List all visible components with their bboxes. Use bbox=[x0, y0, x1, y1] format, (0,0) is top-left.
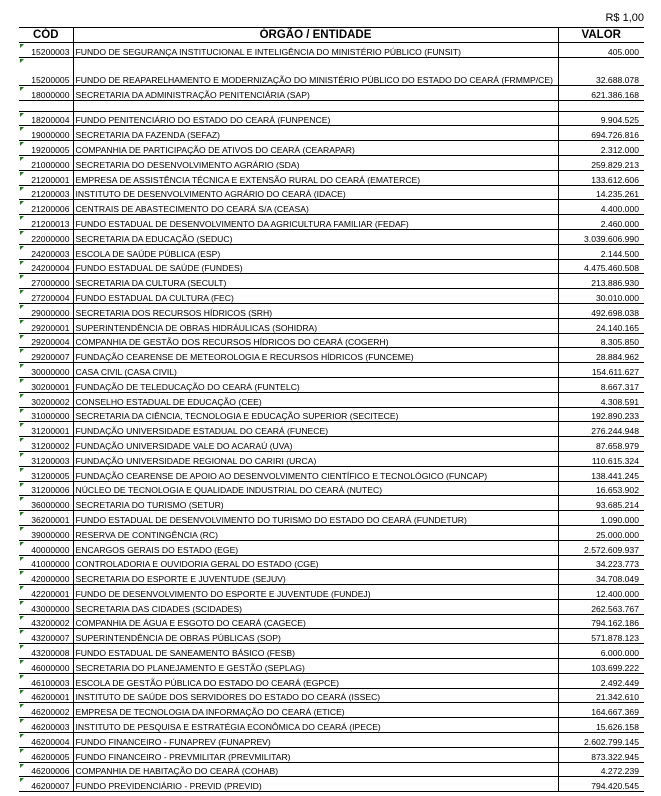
row-value: 32.688.078 bbox=[558, 57, 644, 85]
row-value: 2.144.500 bbox=[558, 244, 644, 259]
table-row bbox=[19, 437, 644, 452]
row-entity-name: FUNDO ESTADUAL DE SAÚDE (FUNDES) bbox=[73, 259, 558, 274]
row-entity-name: COMPANHIA DE PARTICIPAÇÃO DE ATIVOS DO CEARÁ (CEARAPAR) bbox=[73, 141, 558, 156]
table-row bbox=[19, 57, 644, 85]
row-value: 87.658.979 bbox=[558, 437, 644, 452]
row-value: 93.685.214 bbox=[558, 496, 644, 511]
row-code: 40000000 bbox=[19, 540, 73, 555]
row-code: 46200004 bbox=[19, 733, 73, 748]
row-value: 259.829.213 bbox=[558, 155, 644, 170]
table-row bbox=[19, 392, 644, 407]
row-entity-name: INSTITUTO DE SAÚDE DOS SERVIDORES DO ESTADO DO CEARÁ (ISSEC) bbox=[73, 688, 558, 703]
table-row bbox=[19, 718, 644, 733]
row-entity-name: FUNDAÇÃO CEARENSE DE APOIO AO DESENVOLVIMENTO CIENTÍFICO E TECNOLÓGICO (FUNCAP) bbox=[73, 466, 558, 481]
row-code: 46200005 bbox=[19, 747, 73, 762]
row-value: 8.667.317 bbox=[558, 377, 644, 392]
table-row bbox=[19, 629, 644, 644]
row-entity-name: SECRETARIA DAS CIDADES (SCIDADES) bbox=[73, 599, 558, 614]
row-value: 4.400.000 bbox=[558, 200, 644, 215]
row-entity-name: FUNDO PREVIDENCIÁRIO - PREVID (PREVID) bbox=[73, 777, 558, 792]
row-entity-name: COMPANHIA DE HABITAÇÃO DO CEARÁ (COHAB) bbox=[73, 762, 558, 777]
row-entity-name: EMPRESA DE TECNOLOGIA DA INFORMAÇÃO DO CEARÁ (ETICE) bbox=[73, 703, 558, 718]
table-row bbox=[19, 747, 644, 762]
header-valor: VALOR bbox=[558, 28, 644, 43]
row-value: 6.000.000 bbox=[558, 644, 644, 659]
row-entity-name: INSTITUTO DE DESENVOLVIMENTO AGRÁRIO DO CEARÁ (IDACE) bbox=[73, 185, 558, 200]
row-entity-name: FUNDO ESTADUAL DE DESENVOLVIMENTO DA AGRICULTURA FAMILIAR (FEDAF) bbox=[73, 215, 558, 230]
row-code: 42200001 bbox=[19, 585, 73, 600]
row-value: 794.420.545 bbox=[558, 777, 644, 792]
row-value: 12.400.000 bbox=[558, 585, 644, 600]
header-orgao: ÓRGÃO / ENTIDADE bbox=[73, 28, 558, 43]
row-code: 22000000 bbox=[19, 229, 73, 244]
table-row bbox=[19, 141, 644, 156]
table-row bbox=[19, 289, 644, 304]
row-code: 29200007 bbox=[19, 348, 73, 363]
row-code: 43000000 bbox=[19, 599, 73, 614]
row-value: 2.460.000 bbox=[558, 215, 644, 230]
row-entity-name: SUPERINTENDÊNCIA DE OBRAS HIDRÁULICAS (SOHIDRA) bbox=[73, 318, 558, 333]
row-value: 34.708.049 bbox=[558, 570, 644, 585]
table-row bbox=[19, 570, 644, 585]
table-row bbox=[19, 555, 644, 570]
row-value: 4.475.460.508 bbox=[558, 259, 644, 274]
row-entity-name: FUNDAÇÃO CEARENSE DE METEOROLOGIA E RECURSOS HÍDRICOS (FUNCEME) bbox=[73, 348, 558, 363]
row-value: 103.699.222 bbox=[558, 659, 644, 674]
row-value: 2.602.799.145 bbox=[558, 733, 644, 748]
table-row bbox=[19, 599, 644, 614]
row-code: 21200013 bbox=[19, 215, 73, 230]
row-code: 30200002 bbox=[19, 392, 73, 407]
row-code: 31200006 bbox=[19, 481, 73, 496]
row-code: 46200007 bbox=[19, 777, 73, 792]
table-row bbox=[19, 170, 644, 185]
row-code: 29000000 bbox=[19, 303, 73, 318]
row-value: 2.312.000 bbox=[558, 141, 644, 156]
table-row bbox=[19, 703, 644, 718]
table-row bbox=[19, 363, 644, 378]
table-row bbox=[19, 348, 644, 363]
row-entity-name: SECRETARIA DA ADMINISTRAÇÃO PENITENCIÁRIA (SAP) bbox=[73, 85, 558, 100]
row-code: 46200001 bbox=[19, 688, 73, 703]
row-entity-name: SECRETARIA DO PLANEJAMENTO E GESTÃO (SEPLAG) bbox=[73, 659, 558, 674]
row-value: 405.000 bbox=[558, 43, 644, 58]
table-row bbox=[19, 259, 644, 274]
row-entity-name: FUNDO DE SEGURANÇA INSTITUCIONAL E INTELIGÊNCIA DO MINISTÉRIO PÚBLICO (FUNSIT) bbox=[73, 43, 558, 58]
table-row bbox=[19, 333, 644, 348]
row-code: 46200002 bbox=[19, 703, 73, 718]
row-code: 24200003 bbox=[19, 244, 73, 259]
table-row bbox=[19, 185, 644, 200]
row-entity-name: ESCOLA DE GESTÃO PÚBLICA DO ESTADO DO CEARÁ (EGPCE) bbox=[73, 673, 558, 688]
table-row bbox=[19, 496, 644, 511]
row-code: 19200005 bbox=[19, 141, 73, 156]
row-entity-name: CONTROLADORIA E OUVIDORIA GERAL DO ESTADO (CGE) bbox=[73, 555, 558, 570]
row-code: 21200001 bbox=[19, 170, 73, 185]
row-code: 30000000 bbox=[19, 363, 73, 378]
row-value: 8.305.850 bbox=[558, 333, 644, 348]
row-entity-name: SECRETARIA DA FAZENDA (SEFAZ) bbox=[73, 126, 558, 141]
row-entity-name: FUNDO DE REAPARELHAMENTO E MODERNIZAÇÃO DO MINISTÉRIO PÚBLICO DO ESTADO DO CEARÁ (FRMMP/CE) bbox=[73, 57, 558, 85]
row-value: 28.884.962 bbox=[558, 348, 644, 363]
row-entity-name: SECRETARIA DOS RECURSOS HÍDRICOS (SRH) bbox=[73, 303, 558, 318]
row-entity-name: SECRETARIA DA CIÊNCIA, TECNOLOGIA E EDUCAÇÃO SUPERIOR (SECITECE) bbox=[73, 407, 558, 422]
row-code: 21200003 bbox=[19, 185, 73, 200]
row-entity-name: CASA CIVIL (CASA CIVIL) bbox=[73, 363, 558, 378]
row-entity-name: CONSELHO ESTADUAL DE EDUCAÇÃO (CEE) bbox=[73, 392, 558, 407]
table-row bbox=[19, 43, 644, 58]
row-entity-name: FUNDAÇÃO UNIVERSIDADE ESTADUAL DO CEARÁ (FUNECE) bbox=[73, 422, 558, 437]
row-value: 15.626.158 bbox=[558, 718, 644, 733]
row-entity-name: SUPERINTENDÊNCIA DE OBRAS PÚBLICAS (SOP) bbox=[73, 629, 558, 644]
row-entity-name: SECRETARIA DA EDUCAÇÃO (SEDUC) bbox=[73, 229, 558, 244]
row-code: 27200004 bbox=[19, 289, 73, 304]
table-row bbox=[19, 762, 644, 777]
row-code: 46200003 bbox=[19, 718, 73, 733]
row-entity-name: FUNDO DE DESENVOLVIMENTO DO ESPORTE E JUVENTUDE (FUNDEJ) bbox=[73, 585, 558, 600]
row-code: 31000000 bbox=[19, 407, 73, 422]
table-row bbox=[19, 155, 644, 170]
table-row bbox=[19, 111, 644, 126]
row-value: 3.039.606.990 bbox=[558, 229, 644, 244]
row-entity-name: FUNDO ESTADUAL DE DESENVOLVIMENTO DO TURISMO DO ESTADO DO CEARÁ (FUNDETUR) bbox=[73, 511, 558, 526]
row-value: 9.904.525 bbox=[558, 111, 644, 126]
table-row bbox=[19, 244, 644, 259]
row-code: 15200003 bbox=[19, 43, 73, 58]
row-entity-name: FUNDO PENITENCIÁRIO DO ESTADO DO CEARÁ (FUNPENCE) bbox=[73, 111, 558, 126]
row-entity-name: INSTITUTO DE PESQUISA E ESTRATÉGIA ECONÔMICA DO CEARÁ (IPECE) bbox=[73, 718, 558, 733]
table-row bbox=[19, 422, 644, 437]
row-value: 21.342.610 bbox=[558, 688, 644, 703]
row-code: 31200002 bbox=[19, 437, 73, 452]
row-entity-name: RESERVA DE CONTINGÊNCIA (RC) bbox=[73, 525, 558, 540]
row-code: 31200003 bbox=[19, 451, 73, 466]
currency-unit-label: R$ 1,00 bbox=[605, 12, 644, 24]
row-value: 213.886.930 bbox=[558, 274, 644, 289]
row-value: 25.000.000 bbox=[558, 525, 644, 540]
table-row bbox=[19, 303, 644, 318]
row-code: 19000000 bbox=[19, 126, 73, 141]
row-entity-name: FUNDO ESTADUAL DA CULTURA (FEC) bbox=[73, 289, 558, 304]
row-value: 262.563.767 bbox=[558, 599, 644, 614]
table-row bbox=[19, 466, 644, 481]
row-entity-name: FUNDAÇÃO UNIVERSIDADE VALE DO ACARAÚ (UVA) bbox=[73, 437, 558, 452]
table-row bbox=[19, 126, 644, 141]
row-entity-name: SECRETARIA DO TURISMO (SETUR) bbox=[73, 496, 558, 511]
table-row bbox=[19, 540, 644, 555]
row-entity-name: SECRETARIA DO ESPORTE E JUVENTUDE (SEJUV) bbox=[73, 570, 558, 585]
spacer-row bbox=[19, 100, 644, 111]
row-value: 4.272.239 bbox=[558, 762, 644, 777]
row-code: 15200005 bbox=[19, 57, 73, 85]
table-row bbox=[19, 229, 644, 244]
row-entity-name: COMPANHIA DE ÁGUA E ESGOTO DO CEARÁ (CAGECE) bbox=[73, 614, 558, 629]
row-value: 192.890.233 bbox=[558, 407, 644, 422]
spacer-cell bbox=[73, 100, 558, 111]
row-value: 16.653.902 bbox=[558, 481, 644, 496]
row-value: 492.698.038 bbox=[558, 303, 644, 318]
table-row bbox=[19, 407, 644, 422]
row-code: 46000000 bbox=[19, 659, 73, 674]
row-code: 39000000 bbox=[19, 525, 73, 540]
row-code: 41000000 bbox=[19, 555, 73, 570]
table-row bbox=[19, 688, 644, 703]
spacer-cell bbox=[19, 100, 73, 111]
row-value: 794.162.186 bbox=[558, 614, 644, 629]
table-row bbox=[19, 274, 644, 289]
row-value: 164.667.369 bbox=[558, 703, 644, 718]
table-row bbox=[19, 318, 644, 333]
row-value: 14.235.261 bbox=[558, 185, 644, 200]
table-row bbox=[19, 511, 644, 526]
row-value: 34.223.773 bbox=[558, 555, 644, 570]
row-code: 43200008 bbox=[19, 644, 73, 659]
row-entity-name: CENTRAIS DE ABASTECIMENTO DO CEARÁ S/A (CEASA) bbox=[73, 200, 558, 215]
row-entity-name: COMPANHIA DE GESTÃO DOS RECURSOS HÍDRICOS DO CEARÁ (COGERH) bbox=[73, 333, 558, 348]
row-entity-name: FUNDO FINANCEIRO - FUNAPREV (FUNAPREV) bbox=[73, 733, 558, 748]
row-code: 30200001 bbox=[19, 377, 73, 392]
row-code: 31200005 bbox=[19, 466, 73, 481]
budget-table bbox=[19, 27, 644, 792]
table-row bbox=[19, 777, 644, 792]
row-entity-name: FUNDAÇÃO UNIVERSIDADE REGIONAL DO CARIRI (URCA) bbox=[73, 451, 558, 466]
row-entity-name: FUNDAÇÃO DE TELEDUCAÇÃO DO CEARÁ (FUNTELC) bbox=[73, 377, 558, 392]
row-entity-name: ESCOLA DE SAÚDE PÚBLICA (ESP) bbox=[73, 244, 558, 259]
row-code: 46100003 bbox=[19, 673, 73, 688]
table-row bbox=[19, 451, 644, 466]
row-value: 138.441.245 bbox=[558, 466, 644, 481]
table-row bbox=[19, 614, 644, 629]
row-value: 571.878.123 bbox=[558, 629, 644, 644]
table-row bbox=[19, 659, 644, 674]
spacer-cell bbox=[558, 100, 644, 111]
row-value: 2.572.609.937 bbox=[558, 540, 644, 555]
row-code: 29200004 bbox=[19, 333, 73, 348]
row-code: 43200002 bbox=[19, 614, 73, 629]
row-value: 4.308.591 bbox=[558, 392, 644, 407]
row-entity-name: EMPRESA DE ASSISTÊNCIA TÉCNICA E EXTENSÃO RURAL DO CEARÁ (EMATERCE) bbox=[73, 170, 558, 185]
row-entity-name: SECRETARIA DO DESENVOLVIMENTO AGRÁRIO (SDA) bbox=[73, 155, 558, 170]
table-row bbox=[19, 733, 644, 748]
row-value: 1.090.000 bbox=[558, 511, 644, 526]
row-code: 43200007 bbox=[19, 629, 73, 644]
row-value: 110.615.324 bbox=[558, 451, 644, 466]
header-row bbox=[19, 28, 644, 43]
row-entity-name: FUNDO ESTADUAL DE SANEAMENTO BÁSICO (FESB) bbox=[73, 644, 558, 659]
row-code: 36000000 bbox=[19, 496, 73, 511]
row-code: 36200001 bbox=[19, 511, 73, 526]
row-code: 42000000 bbox=[19, 570, 73, 585]
table-row bbox=[19, 644, 644, 659]
row-code: 27000000 bbox=[19, 274, 73, 289]
row-value: 30.010.000 bbox=[558, 289, 644, 304]
row-code: 24200004 bbox=[19, 259, 73, 274]
row-code: 18200004 bbox=[19, 111, 73, 126]
header-cod: CÓD bbox=[19, 28, 73, 43]
row-entity-name: NÚCLEO DE TECNOLOGIA E QUALIDADE INDUSTRIAL DO CEARÁ (NUTEC) bbox=[73, 481, 558, 496]
row-value: 276.244.948 bbox=[558, 422, 644, 437]
table-row bbox=[19, 585, 644, 600]
row-value: 24.140.165 bbox=[558, 318, 644, 333]
row-value: 873.322.945 bbox=[558, 747, 644, 762]
row-value: 621.386.168 bbox=[558, 85, 644, 100]
row-code: 29200001 bbox=[19, 318, 73, 333]
row-value: 154.611.627 bbox=[558, 363, 644, 378]
row-entity-name: FUNDO FINANCEIRO - PREVMILITAR (PREVMILITAR) bbox=[73, 747, 558, 762]
row-code: 31200001 bbox=[19, 422, 73, 437]
table-row bbox=[19, 525, 644, 540]
row-entity-name: SECRETARIA DA CULTURA (SECULT) bbox=[73, 274, 558, 289]
table-row bbox=[19, 215, 644, 230]
table-body bbox=[19, 43, 644, 792]
row-code: 18000000 bbox=[19, 85, 73, 100]
row-code: 21000000 bbox=[19, 155, 73, 170]
table-row bbox=[19, 377, 644, 392]
row-value: 133.612.606 bbox=[558, 170, 644, 185]
row-value: 694.726.816 bbox=[558, 126, 644, 141]
row-code: 46200006 bbox=[19, 762, 73, 777]
row-code: 21200006 bbox=[19, 200, 73, 215]
row-entity-name: ENCARGOS GERAIS DO ESTADO (EGE) bbox=[73, 540, 558, 555]
table-row bbox=[19, 85, 644, 100]
table-row bbox=[19, 200, 644, 215]
row-value: 2.492.449 bbox=[558, 673, 644, 688]
table-row bbox=[19, 481, 644, 496]
table-row bbox=[19, 673, 644, 688]
